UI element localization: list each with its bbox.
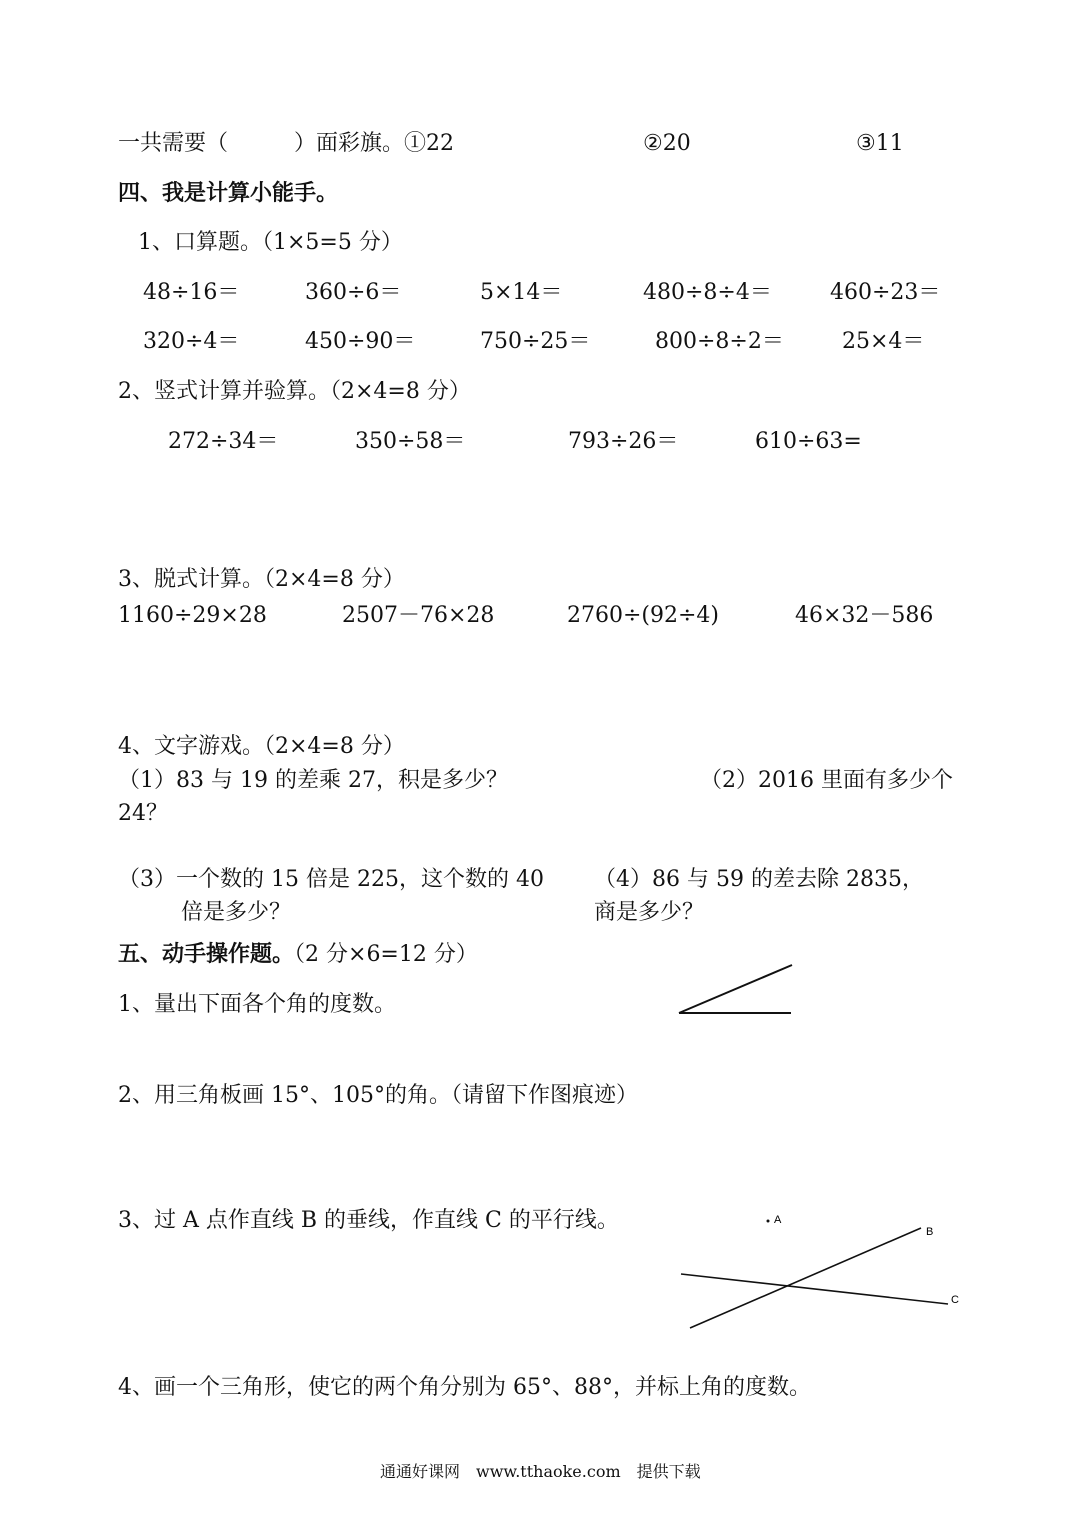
vertical-item: 610÷63= (755, 429, 862, 454)
oral-item: 800÷8÷2＝ (655, 329, 784, 354)
oral-item: 25×4＝ (842, 329, 925, 354)
word-problem-3a: （3）一个数的 15 倍是 225，这个数的 40 (118, 867, 544, 892)
section5-title-points: （2 分×6=12 分） (294, 942, 478, 967)
oral-item: 360÷6＝ (305, 280, 402, 305)
s5-q1: 1、量出下面各个角的度数。 (118, 992, 396, 1017)
stepwise-item: 1160÷29×28 (118, 603, 267, 628)
s4-q4-title: 4、文字游戏。（2×4=8 分） (118, 734, 405, 759)
q3-option-2: ②20 (643, 131, 691, 156)
stepwise-item: 2507－76×28 (342, 603, 495, 628)
section5-title-bold: 五、动手操作题。 (118, 942, 295, 967)
s4-q2-title: 2、竖式计算并验算。（2×4=8 分） (118, 379, 471, 404)
line-b (690, 1228, 921, 1328)
s4-q3-title: 3、脱式计算。（2×4=8 分） (118, 567, 405, 592)
q3-tail-text: 一共需要（ ）面彩旗。①22 (118, 131, 454, 156)
section4-title: 四、我是计算小能手。 (118, 181, 339, 206)
oral-item: 750÷25＝ (480, 329, 591, 354)
s5-q2: 2、用三角板画 15°、105°的角。（请留下作图痕迹） (118, 1083, 638, 1108)
q3-option-3: ③11 (856, 131, 904, 156)
word-problem-2a: （2）2016 里面有多少个 (700, 768, 953, 793)
vertical-item: 272÷34＝ (168, 429, 279, 454)
oral-item: 48÷16＝ (143, 280, 240, 305)
vertical-item: 350÷58＝ (355, 429, 466, 454)
word-problem-2b: 24？ (118, 801, 168, 826)
stepwise-item: 46×32－586 (795, 603, 934, 628)
label-b: B (926, 1226, 934, 1238)
label-a: A (774, 1214, 782, 1226)
oral-item: 320÷4＝ (143, 329, 240, 354)
s5-q4: 4、画一个三角形，使它的两个角分别为 65°、88°，并标上角的度数。 (118, 1375, 811, 1400)
vertical-item: 793÷26＝ (568, 429, 679, 454)
word-problem-4a: （4）86 与 59 的差去除 2835， (594, 867, 924, 892)
point-a (767, 1220, 770, 1223)
line-c (681, 1274, 948, 1304)
s4-q1-title: 1、口算题。（1×5=5 分） (138, 230, 403, 255)
oral-item: 460÷23＝ (830, 280, 941, 305)
oral-item: 5×14＝ (480, 280, 563, 305)
label-c: C (951, 1294, 959, 1306)
s5-q3: 3、过 A 点作直线 B 的垂线，作直线 C 的平行线。 (118, 1208, 619, 1233)
stepwise-item: 2760÷(92÷4) (567, 603, 720, 628)
oral-item: 450÷90＝ (305, 329, 416, 354)
footer-credit: 通通好课网 www.tthaoke.com 提供下载 (380, 1462, 701, 1481)
word-problem-3b: 倍是多少？ (181, 900, 292, 925)
word-problem-4b: 商是多少？ (594, 900, 705, 925)
oral-item: 480÷8÷4＝ (643, 280, 772, 305)
word-problem-1: （1）83 与 19 的差乘 27，积是多少？ (118, 768, 508, 793)
